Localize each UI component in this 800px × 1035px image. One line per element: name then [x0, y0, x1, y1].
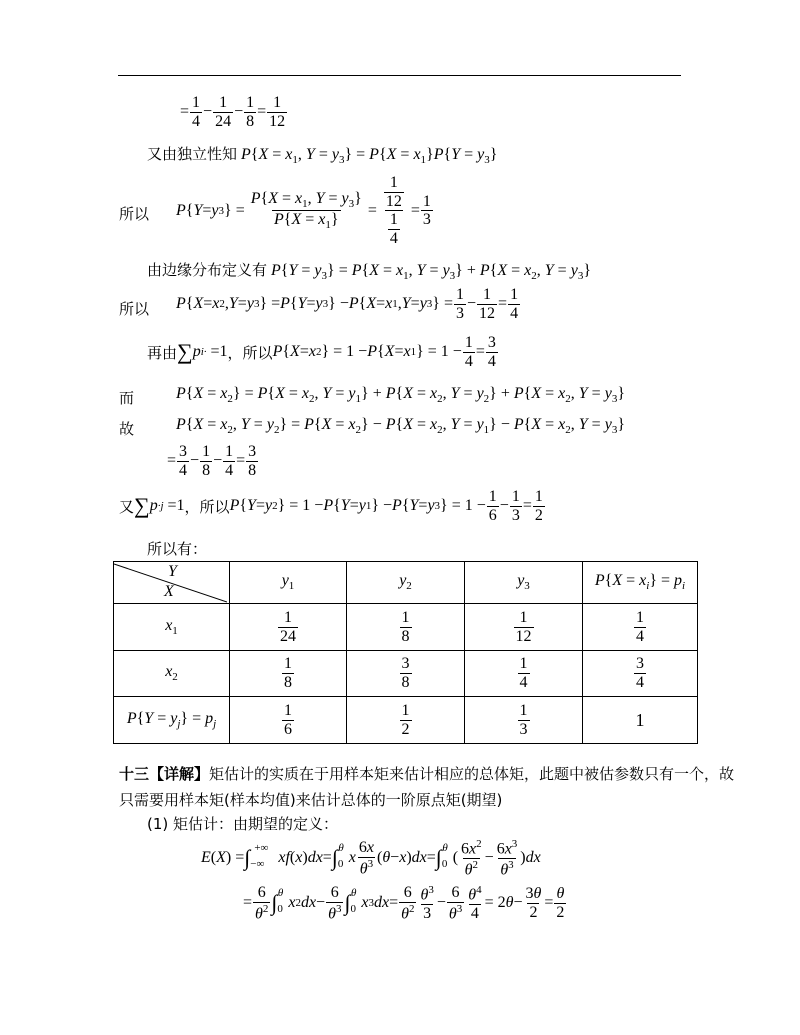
corner-x-label: X: [164, 583, 174, 600]
cell-py-y1: $\frac{1}{6}$: [230, 697, 347, 744]
cell-x1-y3: $\frac{1}{12}$: [465, 604, 583, 651]
section-13-line-2: 只需要用样本矩(样本均值)来估计总体的一阶原点矩(期望): [119, 791, 503, 809]
eq-line-5: P { X = x 2 , Y = y 3 } = P { Y = y 3 } − P { X = x 1 , Y = y 3 } = 1 3 − 1 12 = 1 4: [176, 286, 519, 322]
eq-line-1: = $\frac{1}{4}$ − 1 24 − 1 8 = 1 12: [180, 94, 286, 130]
header-px: $P\{X = x_i\} = p_i$: [583, 562, 698, 604]
section-13-line-1: 十三【详解】矩估计的实质在于用样本矩来估计相应的总体矩，此题中被估参数只有一个，故: [119, 765, 735, 783]
label-suoyi-2: 所以: [119, 300, 150, 318]
cell-x1-y2: $\frac{1}{8}$: [347, 604, 465, 651]
eq-line-4: 由边缘分布定义有 $P\{Y = y_3\} = P\{X = x_1$, $Y = y_3\} + P\{X = x_2$, $Y = y_3$}: [147, 261, 591, 283]
eq-line-3: P { Y = y 3 } = $P\{X = x_1$, $Y = y_3$} $P\{X = x_1\}$ = $\frac{1}{12}$ $\frac{1}{4}$ = 1 3: [176, 174, 431, 247]
eq-line-10: 又 ∑ p ·j =1 ，所以 P { Y = y 2 } = 1 − P { Y = y 1 } − P { Y = y 3 } = 1 − 1 6 − 1 3 = 1 2: [119, 488, 543, 524]
corner-cell: [114, 562, 230, 604]
header-y2: $y_2$: [347, 562, 465, 604]
eq-line-8: $P\{X = x_2$, $Y = y_2\} = P\{X = x_2\} - P\{X = x_2$, $Y = y_1\} - P\{X = x_2$, $Y = y_3$}: [176, 416, 625, 437]
row-x2-label: $x_2$: [114, 651, 230, 697]
corner-y-label: Y: [168, 563, 177, 580]
cell-py-y3: $\frac{1}{3}$: [465, 697, 583, 744]
cell-x2-y3: $\frac{1}{4}$: [465, 651, 583, 697]
eq-line-7: $P\{X = x_2\} = P\{X = x_2$, $Y = y_1\} + P\{X = x_2$, $Y = y_2\} + P\{X = x_2$, $Y = y_3$}: [176, 385, 625, 406]
row-py-label: $P\{Y = y_j\} = p_j$: [114, 697, 230, 744]
cell-x2-y2: $\frac{3}{8}$: [347, 651, 465, 697]
label-suoyiyou: 所以有：: [147, 540, 208, 558]
section-13-line-3: (1) 矩估计：由期望的定义：: [147, 815, 339, 833]
eq-line-6: 再由 ∑ p i· =1 ，所以 P { X = x 2 } = 1 − P { X = x 1 } = 1 − 1 4 = 3 4: [147, 334, 496, 370]
label-er: 而: [119, 389, 135, 407]
label-suoyi-1: 所以: [119, 205, 150, 223]
eq-line-9: = 3 4 − 1 8 − 1 4 = 3 8: [167, 443, 257, 479]
cell-x1-y1: $\frac{1}{24}$: [230, 604, 347, 651]
expectation-line-2: = 6 $\theta^2$ ∫ $_0$ $^\theta$ x 2 dx − 6 $\theta^3$ ∫ $_0$ $^\theta$ x 3 dx = 6 $\theta^2$ $\theta^3$ 3 − 6 $\theta^3$ $\theta^4$ 4 = 2 θ − 3θ 2 = θ 2: [243, 884, 565, 922]
expectation-line-1: E ( X ) = ∫ $_{-\infty}$ +∞ xf ( x ) dx = ∫ $_0$ $^\theta$ x 6x $\theta^3$ ( θ − x ) dx = ∫ $_0$ $^\theta$ ( $6x^2$ $\theta^2$ − $6x^3$ $\theta^3$ ) dx: [201, 838, 541, 879]
cell-x2-total: $\frac{3}{4}$: [583, 651, 698, 697]
label-gu: 故: [119, 420, 135, 438]
top-rule: [118, 75, 681, 76]
cell-py-y2: $\frac{1}{2}$: [347, 697, 465, 744]
joint-distribution-table: [113, 561, 698, 744]
cell-py-total: 1: [583, 697, 698, 744]
cell-x2-y1: $\frac{1}{8}$: [230, 651, 347, 697]
cell-x1-total: $\frac{1}{4}$: [583, 604, 698, 651]
header-y1: $y_1$: [230, 562, 347, 604]
row-x1-label: $x_1$: [114, 604, 230, 651]
eq-line-2: 又由独立性知 $P\{X = x_1$, $Y = y_3\} = P\{X = x_1\}P\{Y = y_3\}$: [147, 145, 498, 167]
header-y3: $y_3$: [465, 562, 583, 604]
